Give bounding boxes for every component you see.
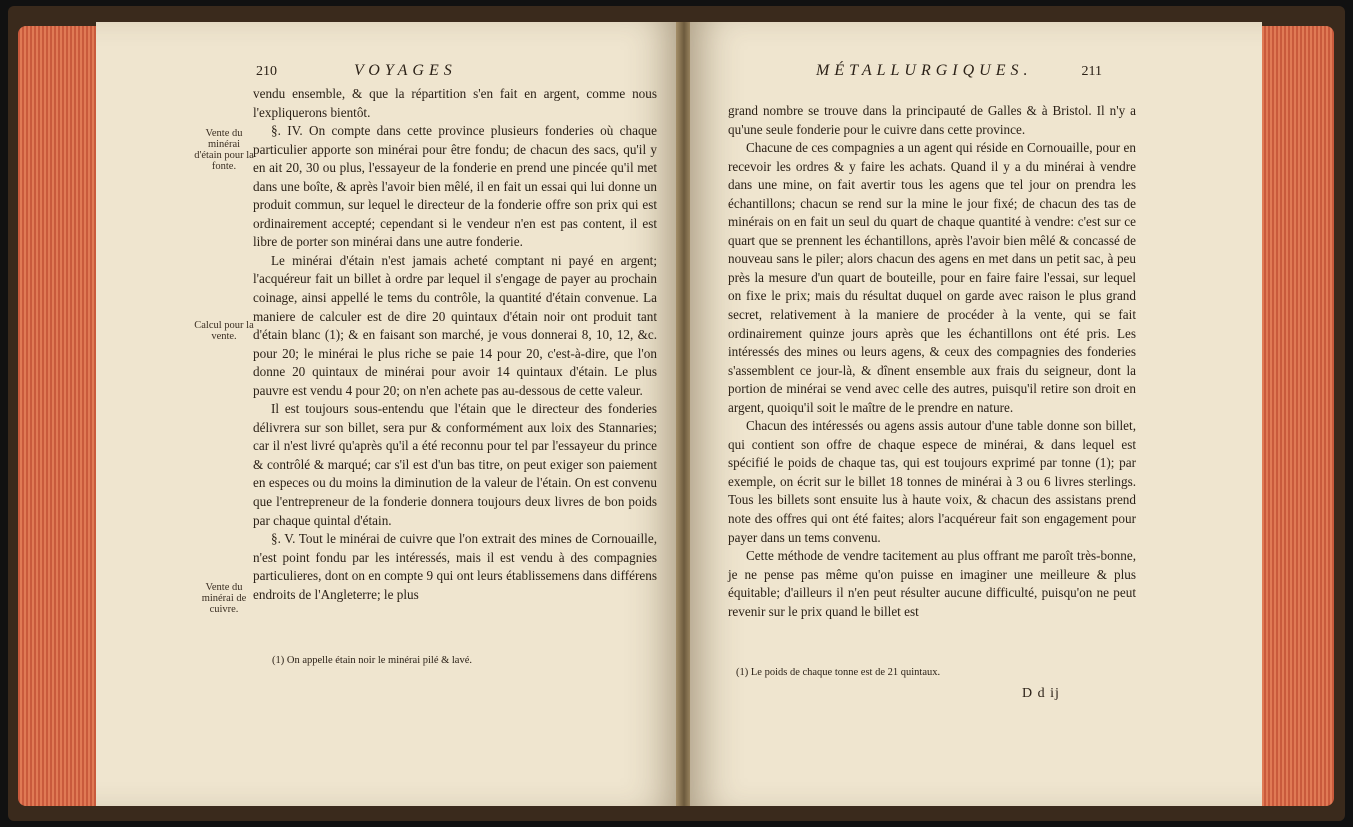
- left-running-title: VOYAGES: [354, 62, 457, 79]
- right-running-head: [816, 62, 1102, 80]
- paragraph: grand nombre se trouve dans la principauté de Galles & à Bristol. Il n'y a qu'une seule fonderie pour le cuivre dans cette province.: [728, 103, 1136, 137]
- margin-note-1: Vente du minérai d'étain pour la fonte.: [194, 128, 254, 172]
- right-page-number: 211: [1081, 64, 1102, 79]
- right-running-title: MÉTALLURGIQUES.: [816, 62, 1033, 79]
- signature-mark: D d ij: [1022, 686, 1060, 701]
- left-page-number: 210: [256, 64, 277, 79]
- right-body-text: [728, 102, 1136, 621]
- paragraph: Chacune de ces compagnies a un agent qui réside en Cornouaille, pour en recevoir les ordres & y faire les achats. Quand il y a du minérai à vendre dans une mine, on fait avertir tous les agens que tel jour on prendra les échantillons; chacun se rend sur la mine le jour fixé; de chacun des tas de minérais on en fait un seul du quart de chaque quantité à vendre: c'est sur ce quart que se prennent les échantillons, après l'avoir bien mêlé & concassé de nouveau sans le piler; alors chacun des agens en met dans un petit sac, à peu près la mesure d'un quart de bouteille, pour en faire faire l'essai, sur lequel on fixe le prix; mais du résultat duquel on garde avec raison le plus grand secret, relativement à la maniere de procéder à la vente, qui se fait ordinairement quinze jours après que les échantillons ont été pris. Les intéressés des mines ou leurs agens, & ceux des compagnies des fonderies s'assemblent ce jour-là, & dînent ensemble aux frais du seigneur, dont la portion de minérai se vend avec celle des autres, puisqu'il retire son droit en argent, quoiqu'il soit le maître de le prendre en nature.: [728, 140, 1136, 415]
- left-page: [96, 22, 678, 806]
- paragraph: §. IV. On compte dans cette province plusieurs fonderies où chaque particulier apporte son minérai pour être fondu; de chacun des sacs, qu'il y en ait 20, 30 ou plus, l'essayeur de la fonderie en prend une pincée qu'il met dans une boîte, & après l'avoir bien mêlé, il en fait un essai qui lui donne un produit commun, sur lequel le directeur de la fonderie offre son prix qui est ordinairement accepté; cependant si le vendeur n'en est pas content, il est libre de porter son minérai dans une autre fonderie.: [253, 123, 657, 250]
- margin-note-3: Vente du minérai de cuivre.: [201, 582, 247, 615]
- paragraph: Chacun des intéressés ou agens assis autour d'une table donne son billet, qui contient son offre de chaque espece de minérai, & dans lequel est spécifié le poids de chaque tas, qui est toujours exprimé par tonne (1); par exemple, on écrit sur le billet 18 tonnes de minérai à 3 ou 6 livres sterlings. Tous les billets sont ensuite lus à haute voix, & chacun des assistans prend note des offres qui ont été faites; alors l'acquéreur fait son engagement pour payer dans un tems convenu.: [728, 418, 1136, 545]
- paragraph: Il est toujours sous-entendu que l'étain que le directeur des fonderies délivrera sur son billet, sera pur & conformément aux loix des Stannaries; car il n'est livré qu'après qu'il a été reconnu pour tel par l'essayeur du prince & contrôlé & marqué; car s'il est d'un bas titre, on peut exiger son paiement en especes ou du moins la diminution de la valeur de l'étain. On est convenu que l'entrepreneur de la fonderie donnera toujours deux livres de bon poids par chaque quintal d'étain.: [253, 401, 657, 528]
- paragraph: §. V. Tout le minérai de cuivre que l'on extrait des mines de Cornouaille, n'est point fondu par les intéressés, mais il est vendu à des compagnies particulieres, dont on en compte 9 qui ont leurs établissemens dans différens endroits de l'Angleterre; le plus: [253, 531, 657, 602]
- margin-note-2: Calcul pour la vente.: [194, 320, 254, 342]
- left-page-edges: [18, 26, 96, 806]
- right-page: [690, 22, 1262, 806]
- paragraph: vendu ensemble, & que la répartition s'en fait en argent, comme nous l'expliquerons bientôt.: [253, 86, 657, 120]
- paragraph: Cette méthode de vendre tacitement au plus offrant me paroît très-bonne, je ne pense pas même qu'on puisse en imaginer une meilleure & plus équitable; d'ailleurs il n'en peut résulter aucune difficulté, puisqu'on ne peut revenir sur le prix quand le billet est: [728, 548, 1136, 619]
- paragraph: Le minérai d'étain n'est jamais acheté comptant ni payé en argent; l'acquéreur fait un billet à ordre par lequel il s'engage de payer au prochain coinage, ainsi appellé le tems du contrôle, la quantité d'étain convenue. La maniere de calculer est de dire 20 quintaux d'étain noir ont produit tant d'étain blanc (1); & en faisant son marché, je vous donnerai 8, 10, 12, &c. pour 20; le minérai le plus riche se paie 14 pour 20, c'est-à-dire, que l'on donne 20 quintaux de minérai pour avoir 14 quintaux d'étain. Le plus pauvre est vendu 4 pour 20; on n'en achete pas au-dessous de cette valeur.: [253, 252, 657, 398]
- right-page-edges: [1262, 26, 1334, 806]
- left-running-head: [256, 62, 457, 80]
- right-footnote: (1) Le poids de chaque tonne est de 21 quintaux.: [736, 667, 941, 678]
- left-body-text: [253, 85, 657, 604]
- left-footnote: (1) On appelle étain noir le minérai pilé & lavé.: [272, 655, 473, 666]
